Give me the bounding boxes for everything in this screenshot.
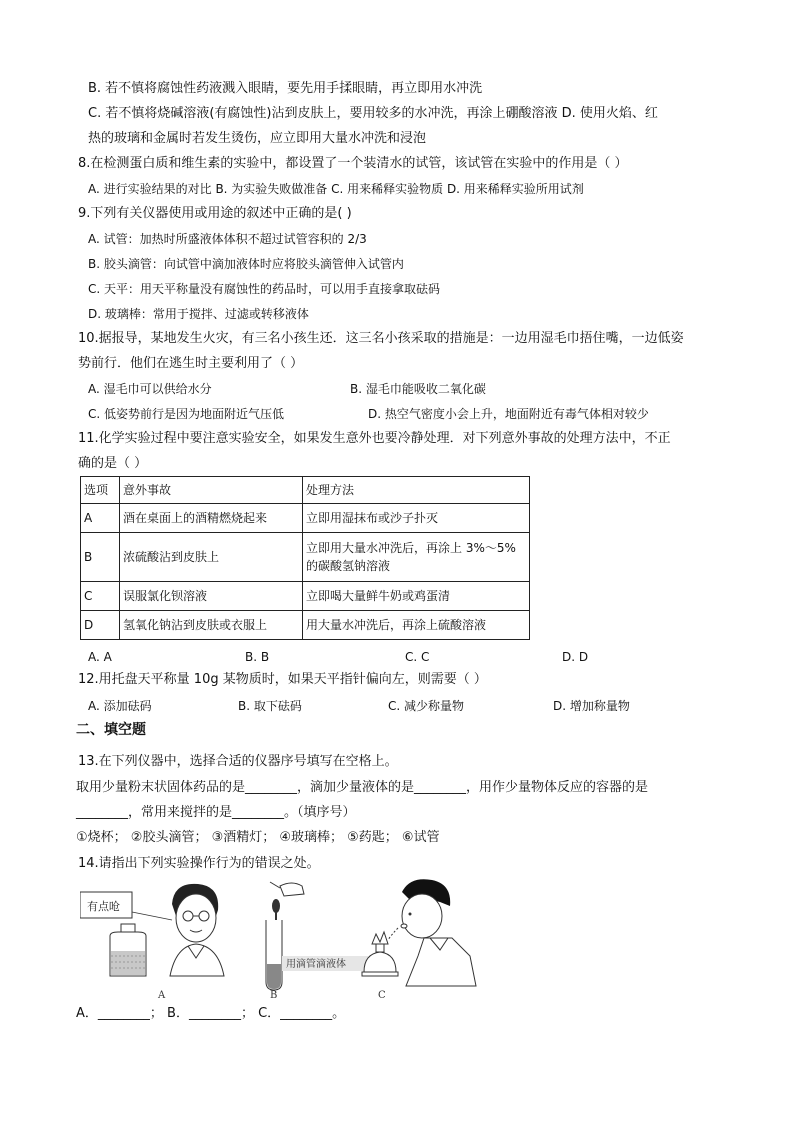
figure-label-c: C <box>378 990 386 1001</box>
table-cell: 酒在桌面上的酒精燃烧起来 <box>120 504 303 533</box>
q12-option-a: A. 添加砝码 <box>88 699 152 713</box>
q13-line1: 取用少量粉末状固体药品的是________，滴加少量液体的是________，用作少量物体反应的容器的是 <box>76 780 649 795</box>
q9-option-c: C. 天平：用天平称量没有腐蚀性的药品时，可以用手直接拿取砝码 <box>88 282 441 296</box>
q13-instrument-list: ①烧杯； ②胶头滴管； ③酒精灯； ④玻璃棒； ⑤药匙； ⑥试管 <box>76 830 440 845</box>
q11-stem-line1: 11.化学实验过程中要注意实验安全，如果发生意外也要冷静处理．对下列意外事故的处理方法中，不正 <box>78 431 671 446</box>
figure-c <box>362 879 476 1001</box>
table-cell <box>303 533 530 582</box>
table-cell: D <box>81 611 120 640</box>
q7-option-b: B. 若不慎将腐蚀性药液溅入眼睛，要先用手揉眼睛，再立即用水冲洗 <box>88 81 483 96</box>
table-cell: B <box>81 533 120 582</box>
q7-option-d-continued: 热的玻璃和金属时若发生烫伤，应立即用大量水冲洗和浸泡 <box>88 131 427 146</box>
figure-label-a: A <box>158 990 166 1001</box>
table-cell: 用大量水冲洗后，再涂上硫酸溶液 <box>303 611 530 640</box>
q11-option-c: C. C <box>405 650 430 664</box>
q13-stem: 13.在下列仪器中，选择合适的仪器序号填写在空格上。 <box>78 754 398 769</box>
speech-bubble-text: 有点呛 <box>87 900 120 913</box>
figures-illustration <box>80 876 480 1002</box>
table-header-cell: 选项 <box>81 477 120 504</box>
table-header-row <box>81 477 530 504</box>
table-cell: 氢氧化钠沾到皮肤或衣服上 <box>120 611 303 640</box>
table-row <box>81 504 530 533</box>
accident-table <box>80 476 530 640</box>
q10-option-d: D. 热空气密度小会上升，地面附近有毒气体相对较少 <box>368 407 649 421</box>
figure-label-b: B <box>270 990 278 1001</box>
q9-option-b: B. 胶头滴管：向试管中滴加液体时应将胶头滴管伸入试管内 <box>88 257 404 271</box>
q11-stem-line2: 确的是（ ） <box>78 456 148 471</box>
table-header-cell: 处理方法 <box>303 477 530 504</box>
section-heading: 二、填空题 <box>76 722 146 738</box>
table-cell-line: 立即用大量水冲洗后，再涂上 3%～5% <box>306 541 516 555</box>
figure-a <box>80 884 224 1001</box>
q9-option-d: D. 玻璃棒：常用于搅拌、过滤或转移液体 <box>88 307 309 321</box>
q7-option-c-d: C. 若不慎将烧碱溶液(有腐蚀性)沾到皮肤上，要用较多的水冲洗，再涂上硼酸溶液 D. 使用火焰、红 <box>88 106 658 121</box>
boy-blowing-icon <box>388 879 476 986</box>
figure-caption-b: 用滴管滴液体 <box>286 959 346 970</box>
q8-options: A. 进行实验结果的对比 B. 为实验失败做准备 C. 用来稀释实验物质 D. 用来稀释实验所用试剂 <box>88 182 584 196</box>
table-cell: A <box>81 504 120 533</box>
table-cell: C <box>81 582 120 611</box>
table-row <box>81 533 530 582</box>
lab-operation-figures <box>80 876 480 1002</box>
table-cell: 误服氯化钡溶液 <box>120 582 303 611</box>
table-header-cell: 意外事故 <box>120 477 303 504</box>
q10-option-b: B. 湿毛巾能吸收二氧化碳 <box>350 382 486 396</box>
figure-b <box>266 882 368 1001</box>
q13-line2: ________，常用来搅拌的是________。（填序号） <box>76 805 356 820</box>
q11-option-b: B. B <box>245 650 270 664</box>
alcohol-lamp-icon <box>362 932 398 976</box>
q10-option-a: A. 湿毛巾可以供给水分 <box>88 382 212 396</box>
table-cell: 立即用湿抹布或沙子扑灭 <box>303 504 530 533</box>
table-row <box>81 611 530 640</box>
q14-stem: 14.请指出下列实验操作行为的错误之处。 <box>78 856 320 871</box>
q11-option-d: D. D <box>562 650 589 664</box>
reagent-bottle-icon <box>110 924 146 976</box>
q10-stem-line1: 10.据报导，某地发生火灾，有三名小孩生还．这三名小孩采取的措施是：一边用湿毛巾捂住嘴，一边低姿 <box>78 331 684 346</box>
table-row <box>81 582 530 611</box>
test-tube-icon <box>266 920 282 990</box>
table-cell: 立即喝大量鲜牛奶或鸡蛋清 <box>303 582 530 611</box>
q10-stem-line2: 势前行．他们在逃生时主要利用了（ ） <box>78 356 304 371</box>
q9-stem: 9.下列有关仪器使用或用途的叙述中正确的是( ) <box>78 206 352 221</box>
q12-option-b: B. 取下砝码 <box>238 699 302 713</box>
q12-option-c: C. 减少称量物 <box>388 699 465 713</box>
q10-option-c: C. 低姿势前行是因为地面附近气压低 <box>88 407 285 421</box>
q11-option-a: A. A <box>88 650 112 664</box>
person-face-icon <box>170 884 224 976</box>
q9-option-a: A. 试管：加热时所盛液体体积不超过试管容积的 2/3 <box>88 232 367 246</box>
q12-option-d: D. 增加称量物 <box>553 699 630 713</box>
q14-answer-line: A．________； B．________； C．________。 <box>76 1006 346 1021</box>
q8-stem: 8.在检测蛋白质和维生素的实验中，都设置了一个装清水的试管，该试管在实验中的作用是（ ） <box>78 156 628 171</box>
table-cell: 浓硫酸沾到皮肤上 <box>120 533 303 582</box>
table-cell-line: 的碳酸氢钠溶液 <box>306 559 391 573</box>
q12-stem: 12.用托盘天平称量 10g 某物质时，如果天平指针偏向左，则需要（ ） <box>78 672 487 687</box>
